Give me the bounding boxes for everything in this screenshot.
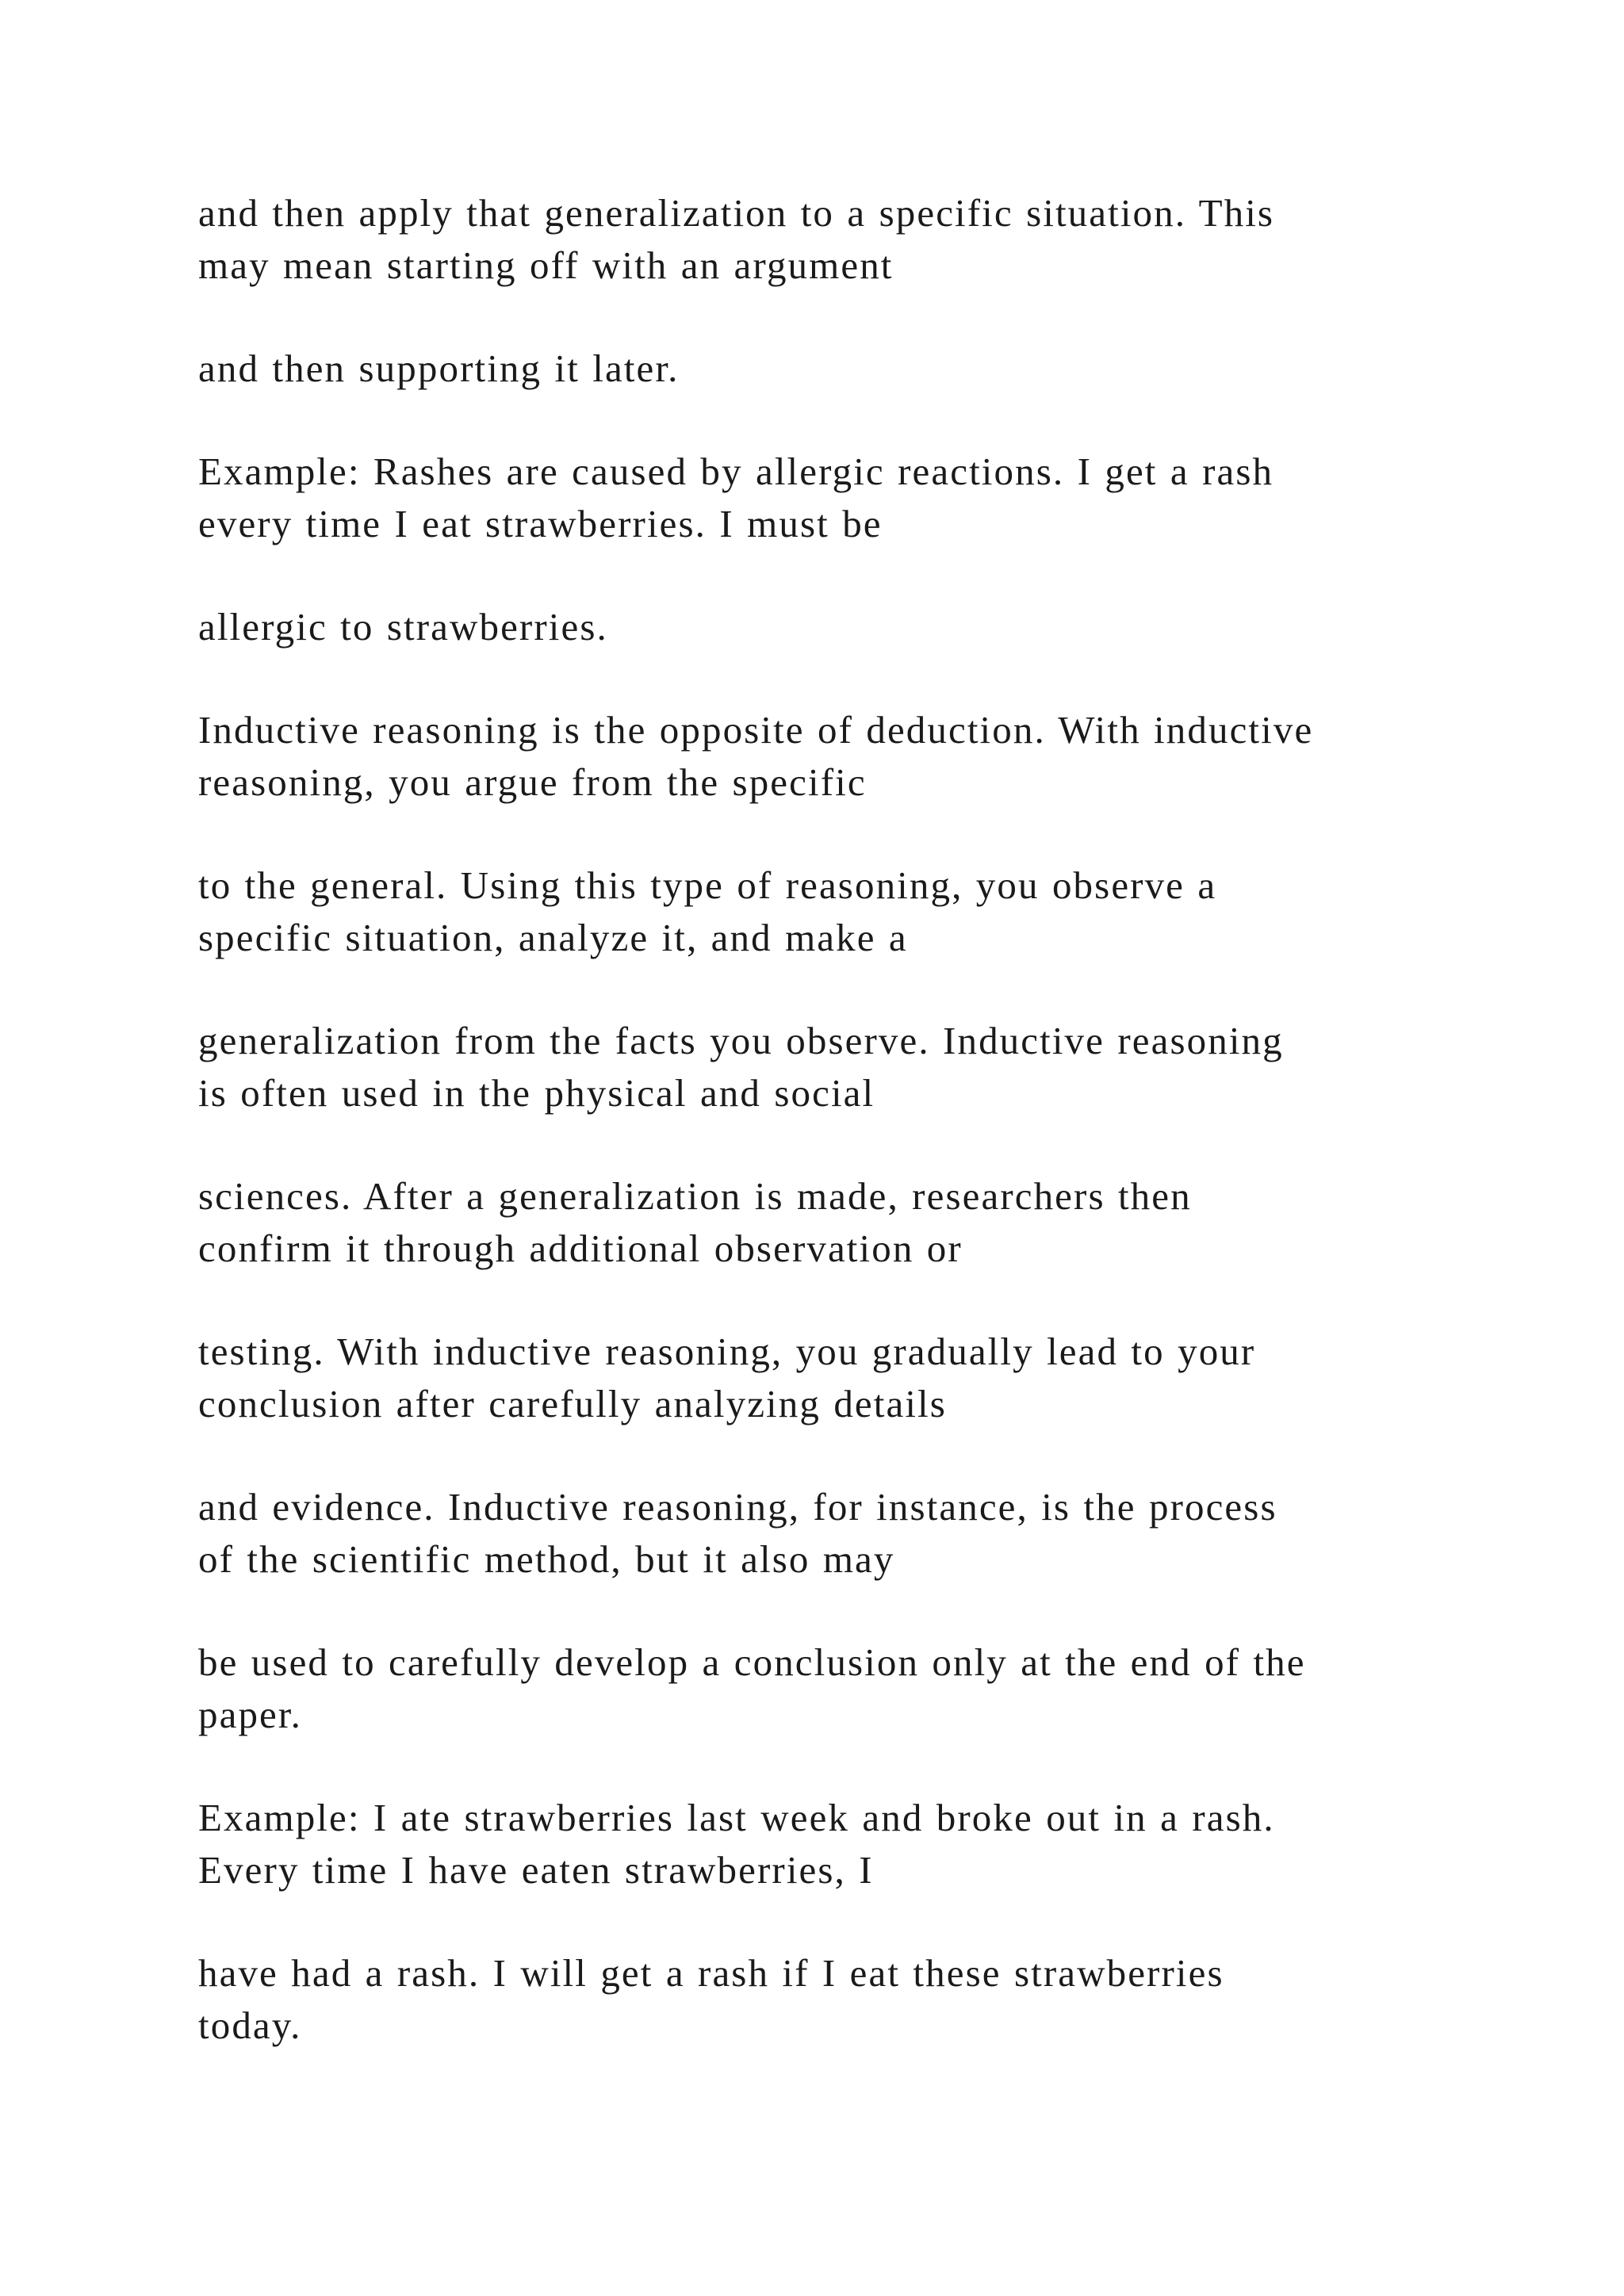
- text-line: today.: [198, 2003, 302, 2047]
- text-line: may mean starting off with an argument: [198, 243, 894, 287]
- text-line: confirm it through additional observation or: [198, 1226, 963, 1270]
- document-body: [198, 187, 1467, 2103]
- paragraph-6: [198, 859, 1467, 964]
- text-line: specific situation, analyze it, and make a: [198, 916, 908, 959]
- text-line: paper.: [198, 1693, 302, 1736]
- text-line: have had a rash. I will get a rash if I eat these strawberries: [198, 1951, 1224, 1995]
- paragraph-8: [198, 1170, 1467, 1275]
- text-line: allergic to strawberries.: [198, 605, 608, 649]
- text-line: Inductive reasoning is the opposite of deduction. With inductive: [198, 708, 1314, 752]
- paragraph-12: [198, 1792, 1467, 1896]
- paragraph-11: [198, 1636, 1467, 1741]
- text-line: and then supporting it later.: [198, 346, 680, 390]
- text-line: and evidence. Inductive reasoning, for instance, is the process: [198, 1485, 1277, 1529]
- text-line: be used to carefully develop a conclusion only at the end of the: [198, 1640, 1306, 1684]
- paragraph-9: [198, 1326, 1467, 1430]
- paragraph-7: [198, 1015, 1467, 1119]
- paragraph-3: [198, 446, 1467, 550]
- paragraph-4: [198, 601, 1467, 653]
- paragraph-2: [198, 342, 1467, 395]
- paragraph-1: [198, 187, 1467, 292]
- text-line: and then apply that generalization to a specific situation. This: [198, 191, 1275, 235]
- paragraph-13: [198, 1947, 1467, 2052]
- text-line: is often used in the physical and social: [198, 1071, 875, 1115]
- text-line: Example: I ate strawberries last week and broke out in a rash.: [198, 1796, 1275, 1839]
- text-line: testing. With inductive reasoning, you gradually lead to your: [198, 1330, 1256, 1373]
- text-line: Every time I have eaten strawberries, I: [198, 1848, 874, 1892]
- text-line: sciences. After a generalization is made, researchers then: [198, 1174, 1192, 1218]
- text-line: Example: Rashes are caused by allergic reactions. I get a rash: [198, 450, 1274, 493]
- text-line: of the scientific method, but it also may: [198, 1537, 895, 1581]
- paragraph-10: [198, 1481, 1467, 1586]
- text-line: to the general. Using this type of reasoning, you observe a: [198, 863, 1217, 907]
- text-line: reasoning, you argue from the specific: [198, 760, 867, 804]
- text-line: generalization from the facts you observe. Inductive reasoning: [198, 1019, 1284, 1062]
- text-line: every time I eat strawberries. I must be: [198, 502, 883, 545]
- text-line: conclusion after carefully analyzing details: [198, 1382, 947, 1425]
- paragraph-5: [198, 704, 1467, 809]
